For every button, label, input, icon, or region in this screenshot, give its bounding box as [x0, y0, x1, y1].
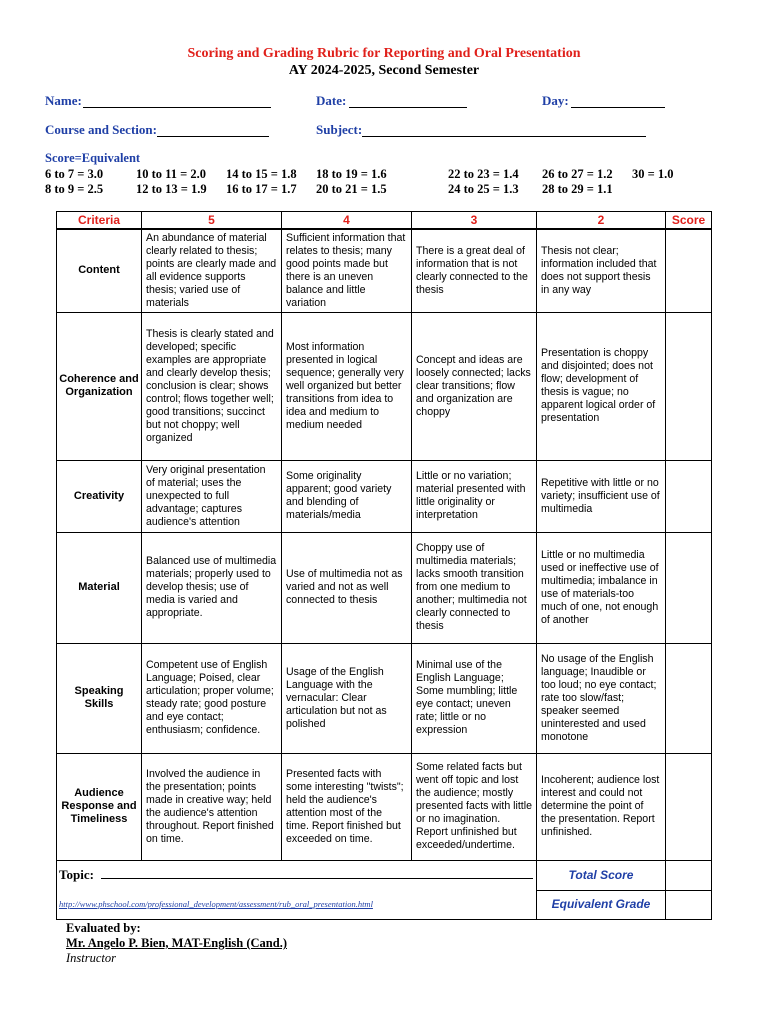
topic-label: Topic: [59, 866, 94, 882]
rubric-cell: Presentation is choppy and disjointed; does not flow; development of thesis is vague; no apparent logical order of presentation [537, 312, 666, 460]
score-cell[interactable] [666, 460, 712, 532]
header-4: 4 [282, 212, 412, 230]
evaluated-by-label: Evaluated by: [66, 921, 141, 935]
link-area [57, 890, 537, 919]
document-subtitle: AY 2024-2025, Second Semester [288, 63, 480, 78]
rubric-cell: No usage of the English language; Inaudible or too loud; no eye contact; rate too slow/fast; speaker seemed uninterested and used monotone [537, 643, 666, 753]
criteria-cell: Material [57, 532, 142, 643]
score-cell[interactable] [666, 532, 712, 643]
table-row [57, 532, 712, 643]
topic-field[interactable] [101, 868, 533, 879]
rubric-cell: An abundance of material clearly related to thesis; points are clearly made and all evidence supports thesis; varied use of materials [142, 229, 282, 312]
score-cell[interactable] [666, 643, 712, 753]
header-2: 2 [537, 212, 666, 230]
subject-field[interactable] [362, 136, 646, 137]
table-row [57, 753, 712, 860]
equivalent-item: 24 to 25 = 1.3 [448, 182, 519, 196]
rubric-cell: There is a great deal of information that is not clearly connected to the thesis [412, 229, 537, 312]
equivalent-item: 8 to 9 = 2.5 [45, 182, 104, 196]
equivalent-item: 26 to 27 = 1.2 [542, 167, 613, 181]
rubric-cell: Presented facts with some interesting "twists"; held the audience's attention most of the time. Report finished but exceeded on time. [282, 753, 412, 860]
equivalent-item: 20 to 21 = 1.5 [316, 182, 387, 196]
name-label: Name: [45, 93, 82, 108]
rubric-cell: Most information presented in logical sequence; generally very well organized but better transitions from idea to idea and medium to medium needed [282, 312, 412, 460]
criteria-cell: Content [57, 229, 142, 312]
day-label: Day: [542, 93, 569, 108]
rubric-cell: Competent use of English Language; Poised, clear articulation; proper volume; steady rate; good posture and eye contact; enthusiasm; confidence. [142, 643, 282, 753]
total-score-label: Total Score [537, 860, 666, 890]
rubric-cell: Repetitive with little or no variety; insufficient use of multimedia [537, 460, 666, 532]
date-label: Date: [316, 93, 347, 108]
rubric-cell: Some related facts but went off topic and lost the audience; mostly presented facts with little or no imagination. Report unfinished but exceeded/undertime. [412, 753, 537, 860]
name-field[interactable] [83, 107, 271, 108]
rubric-cell: Thesis not clear; information included that does not support thesis in any way [537, 229, 666, 312]
table-header-row [57, 212, 712, 230]
table-row [57, 460, 712, 532]
equivalent-item: 6 to 7 = 3.0 [45, 167, 104, 181]
rubric-cell: Sufficient information that relates to thesis; many good points made but there is an uneven balance and little variation [282, 229, 412, 312]
equivalent-item: 28 to 29 = 1.1 [542, 182, 613, 196]
equivalent-item: 18 to 19 = 1.6 [316, 167, 387, 181]
equivalent-item: 10 to 11 = 2.0 [136, 167, 206, 181]
criteria-cell: Creativity [57, 460, 142, 532]
total-score-cell[interactable] [666, 860, 712, 890]
equivalent-grade-row [57, 890, 712, 919]
rubric-cell: Little or no multimedia used or ineffective use of multimedia; imbalance in use of materials-too much of one, not enough of another [537, 532, 666, 643]
table-row [57, 643, 712, 753]
rubric-cell: Little or no variation; material presented with little originality or interpretation [412, 460, 537, 532]
table-row [57, 229, 712, 312]
equivalent-item: 22 to 23 = 1.4 [448, 167, 519, 181]
rubric-cell: Involved the audience in the presentation; points made in creative way; held the audience's attention throughout. Report finished on time. [142, 753, 282, 860]
rubric-table [56, 211, 712, 920]
header-3: 3 [412, 212, 537, 230]
criteria-cell: Audience Response and Timeliness [57, 753, 142, 860]
rubric-cell: Choppy use of multimedia materials; lacks smooth transition from one medium to another; multimedia not clearly connected to thesis [412, 532, 537, 643]
rubric-cell: Very original presentation of material; uses the unexpected to full advantage; captures audience's attention [142, 460, 282, 532]
evaluator-name: Mr. Angelo P. Bien, MAT-English (Cand.) [66, 936, 287, 950]
header-5: 5 [142, 212, 282, 230]
equivalent-item: 30 = 1.0 [632, 167, 674, 181]
equivalent-item: 16 to 17 = 1.7 [226, 182, 297, 196]
header-score: Score [666, 212, 712, 230]
evaluator-role: Instructor [66, 951, 116, 965]
topic-area [57, 860, 537, 890]
score-cell[interactable] [666, 312, 712, 460]
rubric-cell: Thesis is clearly stated and developed; specific examples are appropriate and clearly develop thesis; conclusion is clear; shows control; flows together well; good transitions; succinct but not choppy; well organized [142, 312, 282, 460]
rubric-cell: Balanced use of multimedia materials; properly used to develop thesis; use of media is varied and appropriate. [142, 532, 282, 643]
rubric-cell: Concept and ideas are loosely connected; lacks clear transitions; flow and organization are choppy [412, 312, 537, 460]
equivalent-grade-label: Equivalent Grade [537, 890, 666, 919]
equivalent-grade-cell[interactable] [666, 890, 712, 919]
total-score-row [57, 860, 712, 890]
criteria-cell: Coherence and Organization [57, 312, 142, 460]
rubric-cell: Some originality apparent; good variety and blending of materials/media [282, 460, 412, 532]
score-equivalent-label: Score=Equivalent [45, 151, 141, 165]
subject-label: Subject: [316, 122, 363, 137]
equivalent-item: 12 to 13 = 1.9 [136, 182, 207, 196]
header-criteria: Criteria [57, 212, 142, 230]
rubric-cell: Incoherent; audience lost interest and could not determine the point of the presentation. Report unfinished. [537, 753, 666, 860]
rubric-cell: Minimal use of the English Language; Some mumbling; little eye contact; uneven rate; little or no expression [412, 643, 537, 753]
equivalent-item: 14 to 15 = 1.8 [226, 167, 297, 181]
rubric-cell: Use of multimedia not as varied and not as well connected to thesis [282, 532, 412, 643]
table-row [57, 312, 712, 460]
score-cell[interactable] [666, 229, 712, 312]
day-field[interactable] [571, 107, 665, 108]
score-cell[interactable] [666, 753, 712, 860]
source-link[interactable]: http://www.phschool.com/professional_development/assessment/rub_oral_presentation.html [59, 898, 373, 909]
course-section-field[interactable] [157, 136, 269, 137]
date-field[interactable] [349, 107, 467, 108]
rubric-cell: Usage of the English Language with the vernacular: Clear articulation but not as polished [282, 643, 412, 753]
document-title: Scoring and Grading Rubric for Reporting and Oral Presentation [187, 46, 581, 61]
criteria-cell: Speaking Skills [57, 643, 142, 753]
course-section-label: Course and Section: [45, 122, 157, 137]
